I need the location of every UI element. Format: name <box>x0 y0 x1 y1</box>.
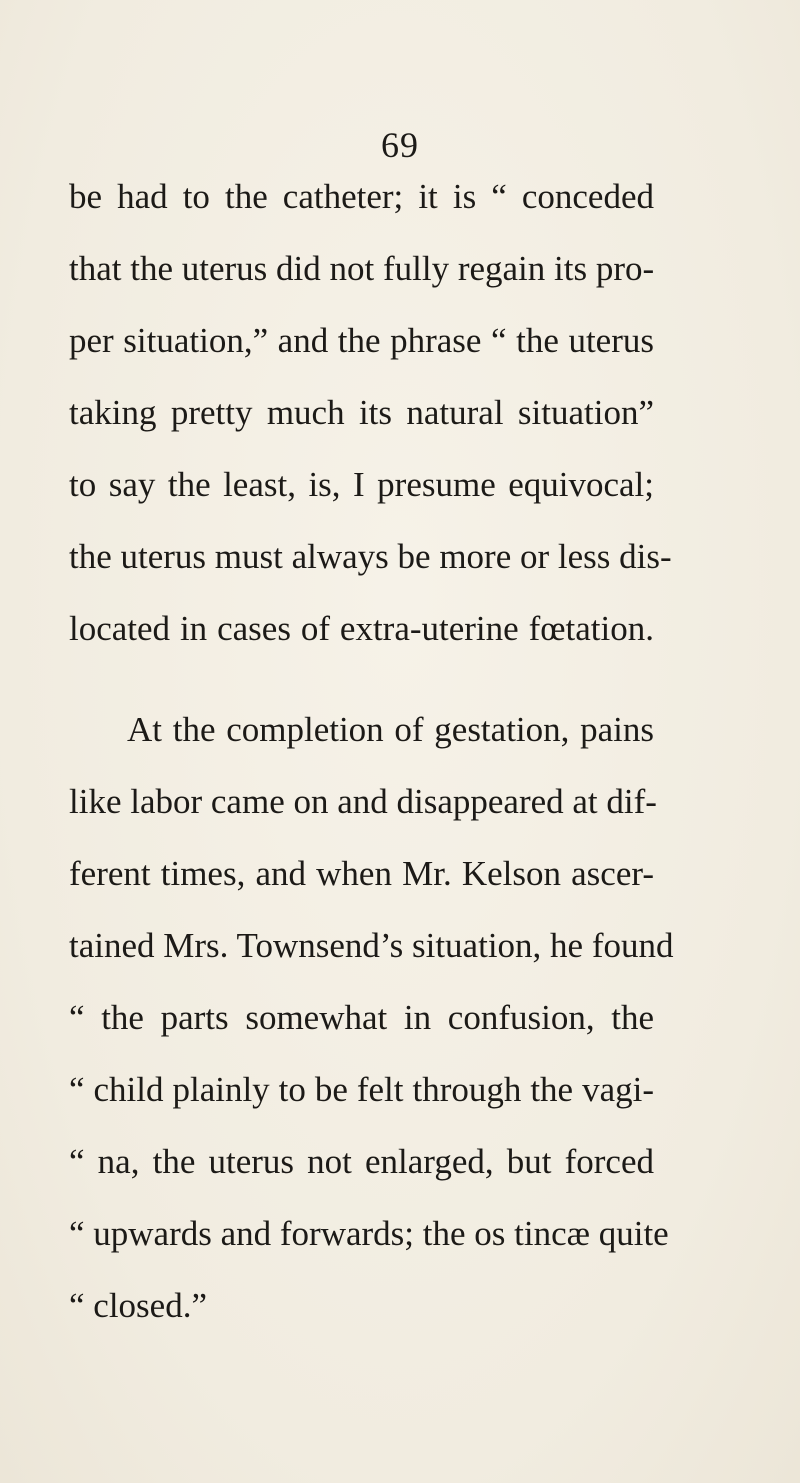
text-line: “ na, the uterus not enlarged, but forced <box>69 1142 654 1181</box>
text-line: be had to the catheter; it is “ conceded <box>69 177 654 216</box>
text-line: taking pretty much its natural situation” <box>69 393 654 432</box>
text-line: “ the parts somewhat in confusion, the <box>69 998 654 1037</box>
text-line: located in cases of extra-uterine fœtation. <box>69 609 654 648</box>
text-line: “ child plainly to be felt through the vagi- <box>69 1070 654 1109</box>
page-number: 69 <box>381 125 419 165</box>
text-line: At the completion of gestation, pains <box>127 710 654 749</box>
text-line: the uterus must always be more or less dis- <box>69 537 672 576</box>
text-line: per situation,” and the phrase “ the uterus <box>69 321 654 360</box>
text-line: tained Mrs. Townsend’s situation, he found <box>69 926 674 965</box>
text-line: “ upwards and forwards; the os tincæ quite <box>69 1214 669 1253</box>
text-line: “ closed.” <box>69 1286 207 1325</box>
text-line: like labor came on and disappeared at dif- <box>69 782 657 821</box>
text-line: that the uterus did not fully regain its pro- <box>69 249 655 288</box>
text-line: to say the least, is, I presume equivocal; <box>69 465 654 504</box>
text-line: ferent times, and when Mr. Kelson ascer- <box>69 854 654 893</box>
